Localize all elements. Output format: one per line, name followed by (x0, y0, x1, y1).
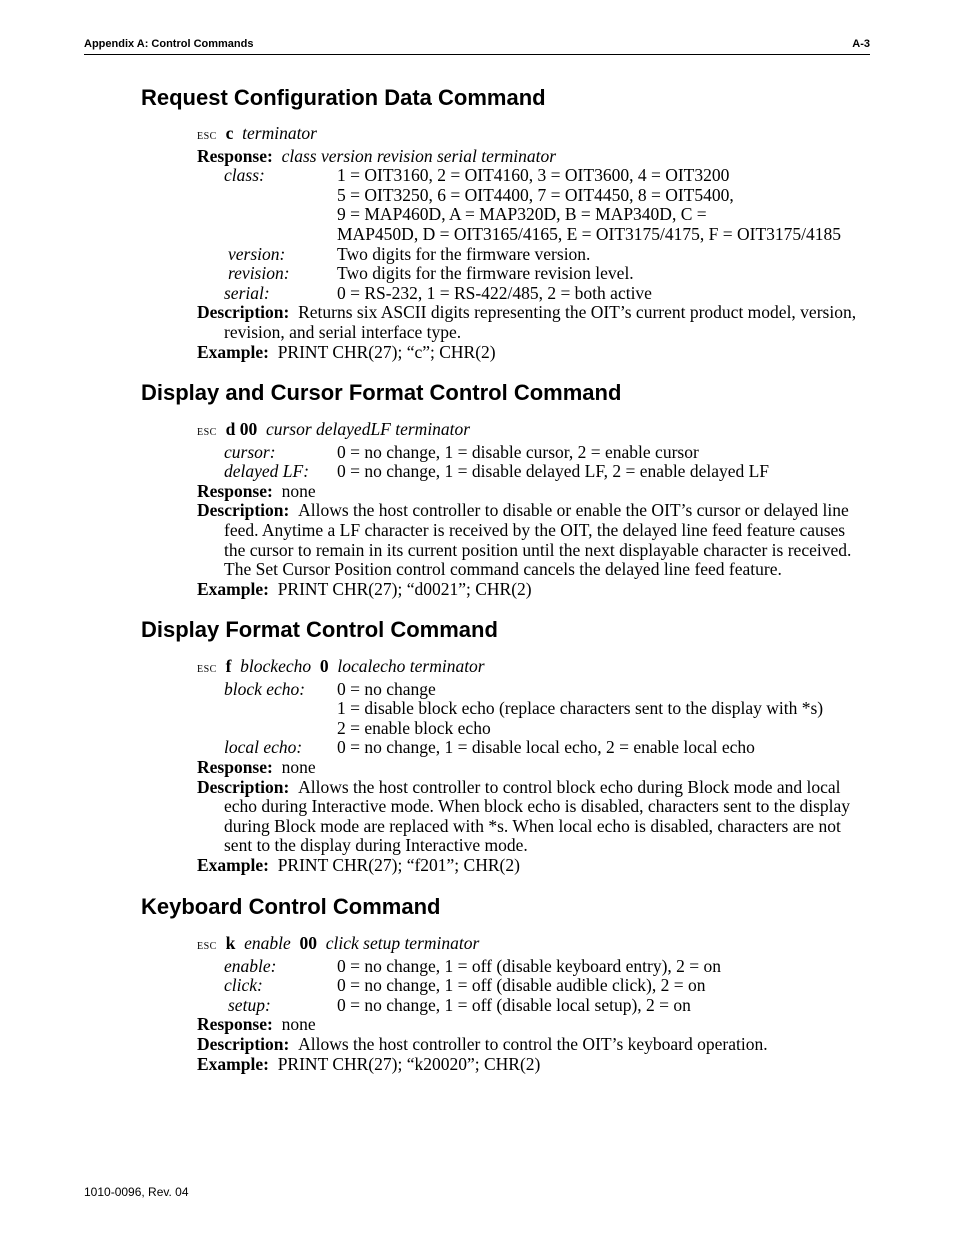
section-title-display-format: Display Format Control Command (141, 617, 498, 642)
example-line: Example: PRINT CHR(27); “c”; CHR(2) (197, 341, 496, 362)
section-title-display-cursor: Display and Cursor Format Control Command (141, 380, 622, 405)
section-body-display-format (197, 657, 864, 876)
command-syntax: ESC d 00 cursor delayedLF terminator (197, 419, 471, 439)
param-row: 1 = disable block echo (replace characters sent to the display with *s) (337, 698, 824, 719)
param-row: click: 0 = no change, 1 = off (disable audible click), 2 = on (224, 975, 706, 996)
section-title-request-config: Request Configuration Data Command (141, 85, 546, 110)
param-row: revision: Two digits for the firmware revision level. (228, 263, 634, 284)
param-row: 9 = MAP460D, A = MAP320D, B = MAP340D, C = (337, 204, 707, 225)
section-body-display-cursor (197, 420, 864, 599)
page-header (84, 38, 870, 55)
section-title-keyboard: Keyboard Control Command (141, 894, 441, 919)
response-line: Response: none (197, 1014, 316, 1035)
param-row: 2 = enable block echo (337, 717, 491, 738)
section-body-keyboard (197, 934, 864, 1074)
description-paragraph: Description: Allows the host controller to disable or enable the OIT’s cursor or delayed line feed. Anytime a LF character is received by the OIT, the delayed line feed feature causes the cursor to remain in its current position until the next displayable character is received. The Set Cursor Position control command cancels the delayed line feed feature. (197, 500, 852, 580)
param-row: serial: 0 = RS-232, 1 = RS-422/485, 2 = both active (224, 282, 652, 303)
example-line: Example: PRINT CHR(27); “d0021”; CHR(2) (197, 578, 532, 599)
description-paragraph: Description: Allows the host controller to control the OIT’s keyboard operation. (197, 1033, 768, 1054)
command-syntax: ESC k enable 00 click setup terminator (197, 933, 480, 953)
response-line: Response: none (197, 480, 316, 501)
param-row: class: 1 = OIT3160, 2 = OIT4160, 3 = OIT3600, 4 = OIT3200 (224, 165, 730, 186)
header-section-title: Appendix A: Control Commands (84, 38, 254, 50)
command-syntax: ESC f blockecho 0 localecho terminator (197, 656, 485, 676)
param-row: MAP450D, D = OIT3165/4165, E = OIT3175/4175, F = OIT3175/4185 (337, 223, 842, 244)
command-syntax: ESC c terminator (197, 123, 317, 143)
header-page-number: A-3 (852, 38, 870, 50)
param-row: version: Two digits for the firmware version. (228, 243, 591, 264)
response-line: Response: none (197, 756, 316, 777)
param-row: 5 = OIT3250, 6 = OIT4400, 7 = OIT4450, 8 = OIT5400, (337, 184, 734, 205)
param-row: block echo: 0 = no change (224, 678, 436, 699)
param-row: delayed LF: 0 = no change, 1 = disable delayed LF, 2 = enable delayed LF (224, 461, 770, 482)
description-paragraph: Description: Returns six ASCII digits representing the OIT’s current product model, version, revision, and serial interface type. (197, 302, 857, 342)
response-line: Response: class version revision serial terminator (197, 145, 557, 166)
page-footer-doc-number: 1010-0096, Rev. 04 (84, 1185, 189, 1199)
param-row: setup: 0 = no change, 1 = off (disable local setup), 2 = on (228, 994, 691, 1015)
param-row: cursor: 0 = no change, 1 = disable cursor, 2 = enable cursor (224, 441, 699, 462)
description-paragraph: Description: Allows the host controller to control block echo during Block mode and local echo during Interactive mode. When block echo is disabled, characters sent to the display during Block mode are replaced with *s. When local echo is disabled, characters are not sent to the display during Interactive mode. (197, 776, 851, 856)
example-line: Example: PRINT CHR(27); “k20020”; CHR(2) (197, 1053, 541, 1074)
example-line: Example: PRINT CHR(27); “f201”; CHR(2) (197, 854, 520, 875)
section-body-request-config (197, 124, 864, 362)
param-row: local echo: 0 = no change, 1 = disable local echo, 2 = enable local echo (224, 737, 755, 758)
param-row: enable: 0 = no change, 1 = off (disable keyboard entry), 2 = on (224, 955, 722, 976)
